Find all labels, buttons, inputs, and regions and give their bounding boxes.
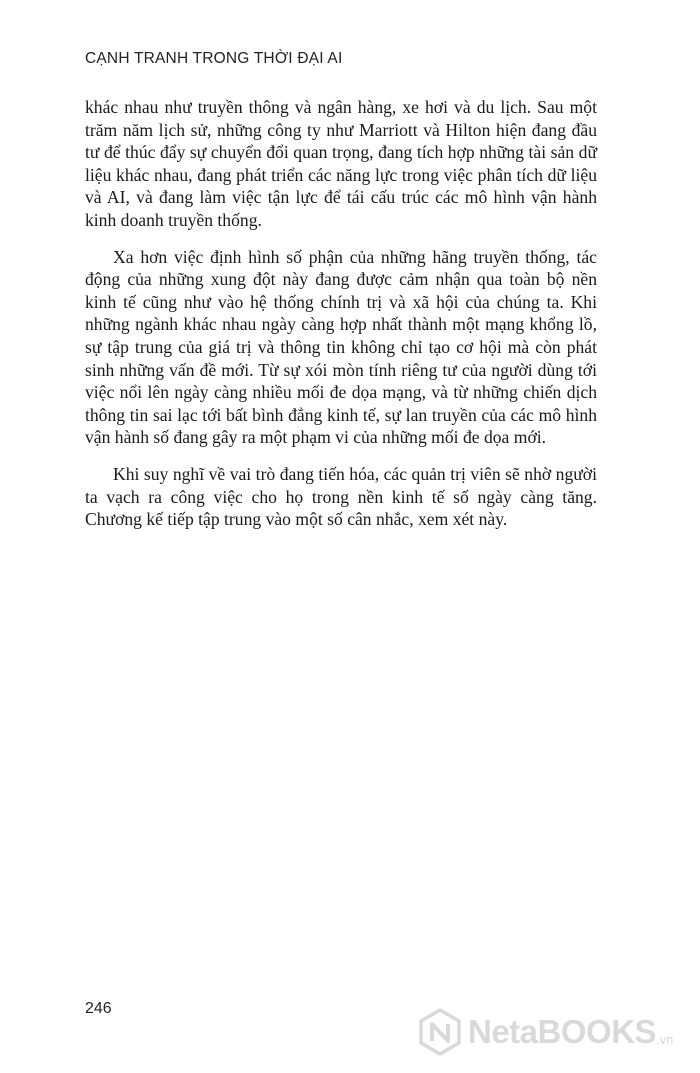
paragraph-1: khác nhau như truyền thông và ngân hàng, xe hơi và du lịch. Sau một trăm năm lịch sử, những công ty như Marriott và Hilton hiện đang đầu tư để thúc đẩy sự chuyển đổi quan trọng, đang tích hợp những tài sản dữ liệu khác nhau, đang phát triển các năng lực trong việc phân tích dữ liệu và AI, và đang làm việc tận lực để tái cấu trúc các mô hình vận hành kinh doanh truyền thống. bbox=[85, 97, 597, 230]
netabooks-watermark bbox=[418, 1003, 694, 1061]
netabooks-logo-icon bbox=[418, 1008, 462, 1056]
paragraph-2: Xa hơn việc định hình số phận của những hãng truyền thống, tác động của những xung đột này đang được cảm nhận qua toàn bộ nền kinh tế cũng như vào hệ thống chính trị và xã hội của chúng ta. Khi những ngành khác nhau ngày càng hợp nhất thành một mạng khổng lồ, sự tập trung của giá trị và thông tin không chỉ tạo cơ hội mà còn phát sinh những vấn đề mới. Từ sự xói mòn tính riêng tư của người dùng tới việc nổi lên ngày càng nhiều mối đe dọa mạng, và từ những chiến dịch thông tin sai lạc tới bất bình đẳng kinh tế, sự lan truyền của các mô hình vận hành số đang gây ra một phạm vi của những mối đe dọa mới. bbox=[85, 246, 597, 448]
watermark-brand: NetaBOOKS bbox=[468, 1013, 657, 1050]
watermark-suffix: .vn bbox=[656, 1032, 674, 1047]
body-text bbox=[85, 96, 597, 545]
paragraph-3: Khi suy nghĩ về vai trò đang tiến hóa, các quản trị viên sẽ nhờ người ta vạch ra công việc cho họ trong nền kinh tế số ngày càng tăng. Chương kế tiếp tập trung vào một số cân nhắc, xem xét này. bbox=[85, 463, 597, 530]
page-number: 246 bbox=[85, 1000, 112, 1017]
running-header-title: CẠNH TRANH TRONG THỜI ĐẠI AI bbox=[85, 50, 343, 67]
